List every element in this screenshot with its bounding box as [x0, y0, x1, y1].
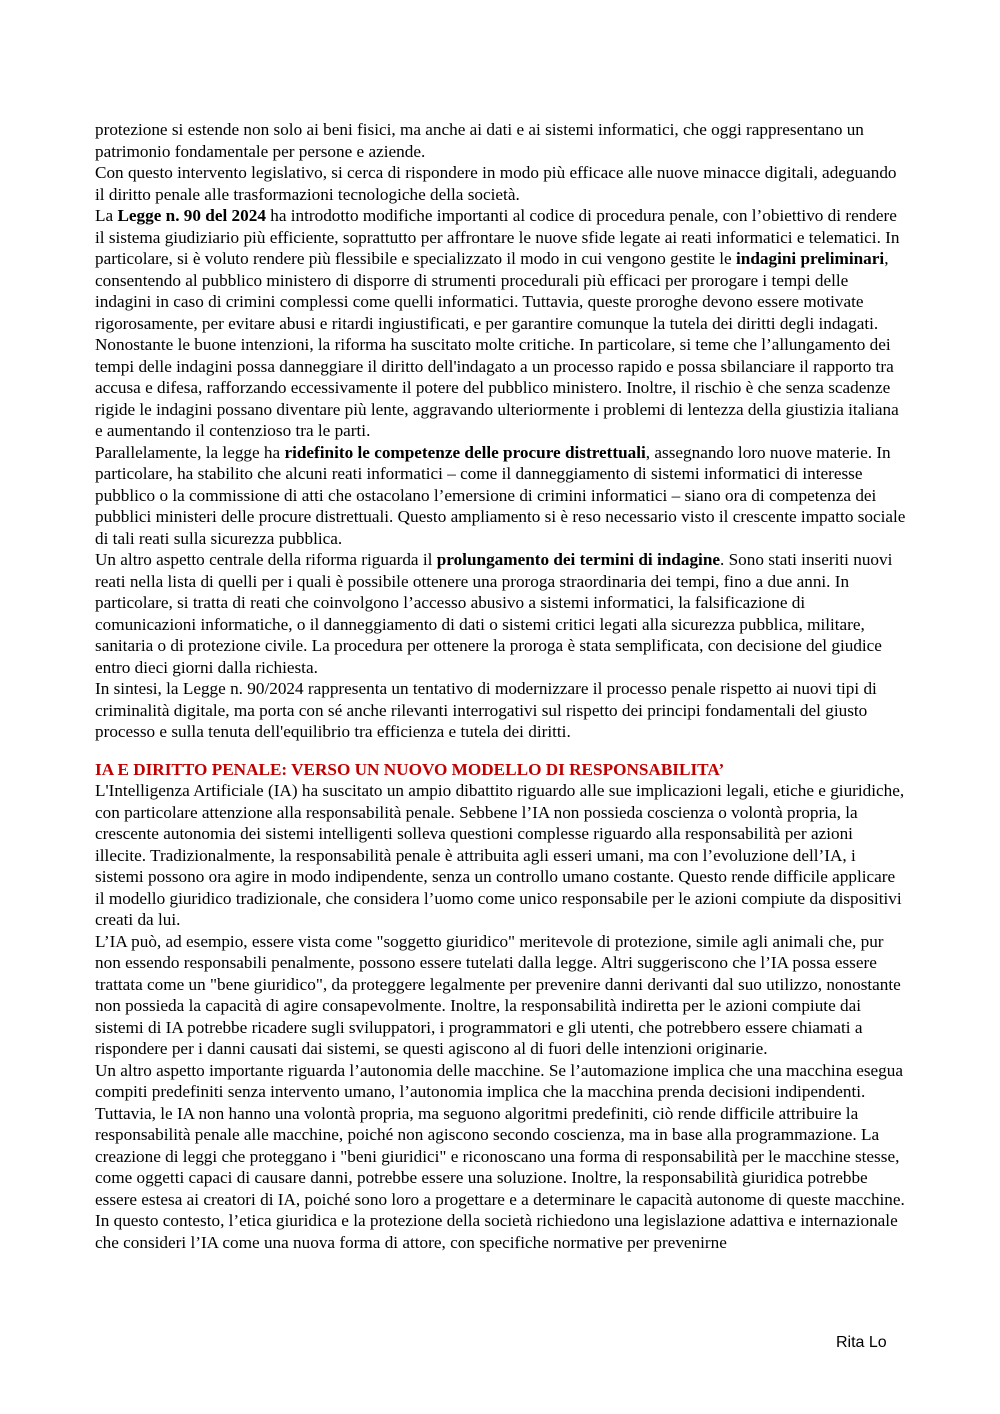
paragraph: [95, 549, 907, 678]
paragraph: [95, 119, 907, 162]
paragraph: [95, 1060, 907, 1211]
footer-author: Rita Lo: [836, 1334, 887, 1351]
paragraph: [95, 162, 907, 205]
section-paragraph-group: [95, 780, 907, 1253]
paragraph-text: La: [95, 206, 118, 225]
paragraph-text: , assegnando loro nuove materie. In particolare, ha stabilito che alcuni reati informatici – come il danneggiamento di sistemi informatici di interesse pubblico o la commissione di atti che ostacolano l’emersione di crimini informatici – siano ora di competenza dei pubblici ministeri delle procure distrettuali. Questo ampliamento si è reso necessario visto il crescente impatto sociale di tali reati sulla sicurezza pubblica.: [95, 442, 906, 548]
paragraph-text: , consentendo al pubblico ministero di disporre di strumenti procedurali più efficaci per prorogare i tempi delle indagini in caso di crimini complessi come quelli informatici. Tuttavia, queste proroghe devono essere motivate rigorosamente, per evitare abusi e ritardi ingiustificati, e per garantire comunque la tutela dei diritti degli indagati.: [95, 249, 889, 333]
paragraph: [95, 205, 907, 334]
paragraph-text: L’IA può, ad esempio, essere vista come "soggetto giuridico" meritevole di protezione, simile agli animali che, pur non essendo responsabili penalmente, possono essere tutelati dalla legge. Altri suggeriscono che l’IA possa essere trattata come un "bene giuridico", da proteggere legalmente per prevenire danni derivanti dal suo utilizzo, nonostante non possieda la capacità di agire consapevolmente. Inoltre, la responsabilità indiretta per le azioni compiute dai sistemi di IA potrebbe ricadere sugli sviluppatori, i programmatori e gli utenti, che potrebbero essere chiamati a rispondere per i danni causati dai sistemi, se questi agiscono al di fuori delle intenzioni originarie.: [95, 931, 901, 1058]
bold-text: ridefinito le competenze delle procure distrettuali: [284, 442, 646, 462]
paragraph-text: Un altro aspetto centrale della riforma riguarda il: [95, 550, 437, 569]
paragraph: [95, 678, 907, 743]
bold-text: indagini preliminari: [735, 249, 885, 268]
paragraph: [95, 442, 907, 550]
paragraph-text: Un altro aspetto importante riguarda l’autonomia delle macchine. Se l’automazione implica che una macchina esegua compiti predefiniti senza intervento umano, l’autonomia implica che la macchina prenda decisioni indipendenti. Tuttavia, le IA non hanno una volontà propria, ma seguono algoritmi predefiniti, ciò rende difficile attribuire la responsabilità penale alle macchine, poiché non agiscono secondo coscienza, ma in base alla programmazione. La creazione di leggi che proteggano i "beni giuridici" e riconoscano una forma di responsabilità per le macchine stesse, come oggetti capaci di causare danni, potrebbe essere una soluzione. Inoltre, la responsabilità giuridica potrebbe essere estesa ai creatori di IA, poiché sono loro a progettare e a determinare le capacità autonome di queste macchine.: [95, 1060, 905, 1209]
document-body: [95, 119, 907, 1253]
paragraph-group: [95, 119, 907, 743]
paragraph-text: Parallelamente, la legge ha: [95, 442, 285, 462]
paragraph: [95, 931, 907, 1060]
paragraph-text: In questo contesto, l’etica giuridica e la protezione della società richiedono una legislazione adattiva e internazionale che consideri l’IA come una nuova forma di attore, con specifiche normative per prevenirne: [95, 1211, 898, 1252]
bold-text: prolungamento dei termini di indagine: [436, 550, 721, 569]
paragraph-text: L'Intelligenza Artificiale (IA) ha suscitato un ampio dibattito riguardo alle sue implicazioni legali, etiche e giuridiche, con particolare attenzione alla responsabilità penale. Sebbene l’IA non possieda coscienza o volontà propria, la crescente autonomia dei sistemi intelligenti solleva questioni complesse riguardo alla responsabilità per azioni illecite. Tradizionalmente, la responsabilità penale è attribuita agli esseri umani, ma con l’evoluzione dell’IA, i sistemi possono ora agire in modo indipendente, senza un controllo umano costante. Questo rende difficile applicare il modello giuridico tradizionale, che considera l’uomo come unico responsabile per le azioni compiute da dispositivi creati da lui.: [95, 781, 905, 929]
paragraph-text: Nonostante le buone intenzioni, la riforma ha suscitato molte critiche. In particolare, si teme che l’allungamento dei tempi delle indagini possa danneggiare il diritto dell'indagato a un processo rapido e possa sbilanciare il rapporto tra accusa e difesa, rafforzando eccessivamente il potere del pubblico ministero. Inoltre, il rischio è che senza scadenze rigide le indagini possano diventare più lente, aggravando ulteriormente i problemi di lentezza della giustizia italiana e aumentando il contenzioso tra le parti.: [95, 335, 899, 440]
paragraph-text: Con questo intervento legislativo, si cerca di rispondere in modo più efficace alle nuove minacce digitali, adeguando il diritto penale alle trasformazioni tecnologiche della società.: [95, 163, 897, 204]
paragraph-text: protezione si estende non solo ai beni fisici, ma anche ai dati e ai sistemi informatici, che oggi rappresentano un patrimonio fondamentale per persone e aziende.: [95, 120, 864, 161]
paragraph: [95, 1210, 907, 1253]
paragraph-text: ha introdotto modifiche importanti al codice di procedura penale, con l’obiettivo di rendere il sistema giudiziario più efficiente, soprattutto per affrontare le nuove sfide legate ai reati informatici e telematici. In particolare, si è voluto rendere più flessibile e specializzato il modo in cui vengono gestite le: [95, 206, 900, 268]
bold-text: Legge n. 90 del 2024: [117, 206, 266, 225]
paragraph-text: . Sono stati inseriti nuovi reati nella lista di quelli per i quali è possibile ottenere una proroga straordinaria dei tempi, fino a due anni. In particolare, si tratta di reati che coinvolgono l’accesso abusivo a sistemi informatici, la falsificazione di comunicazioni informatiche, o il danneggiamento di dati o sistemi critici legati alla sicurezza pubblica, militare, sanitaria o di protezione civile. La procedura per ottenere la proroga è stata semplificata, con decisione del giudice entro dieci giorni dalla richiesta.: [95, 550, 893, 677]
paragraph: [95, 334, 907, 442]
paragraph-text: In sintesi, la Legge n. 90/2024 rappresenta un tentativo di modernizzare il processo penale rispetto ai nuovi tipi di criminalità digitale, ma porta con sé anche rilevanti interrogativi sul rispetto dei principi fondamentali del giusto processo e sulla tenuta dell'equilibrio tra efficienza e tutela dei diritti.: [95, 679, 877, 741]
section-heading: IA E DIRITTO PENALE: VERSO UN NUOVO MODELLO DI RESPONSABILITA’: [95, 759, 725, 779]
paragraph: [95, 780, 907, 931]
